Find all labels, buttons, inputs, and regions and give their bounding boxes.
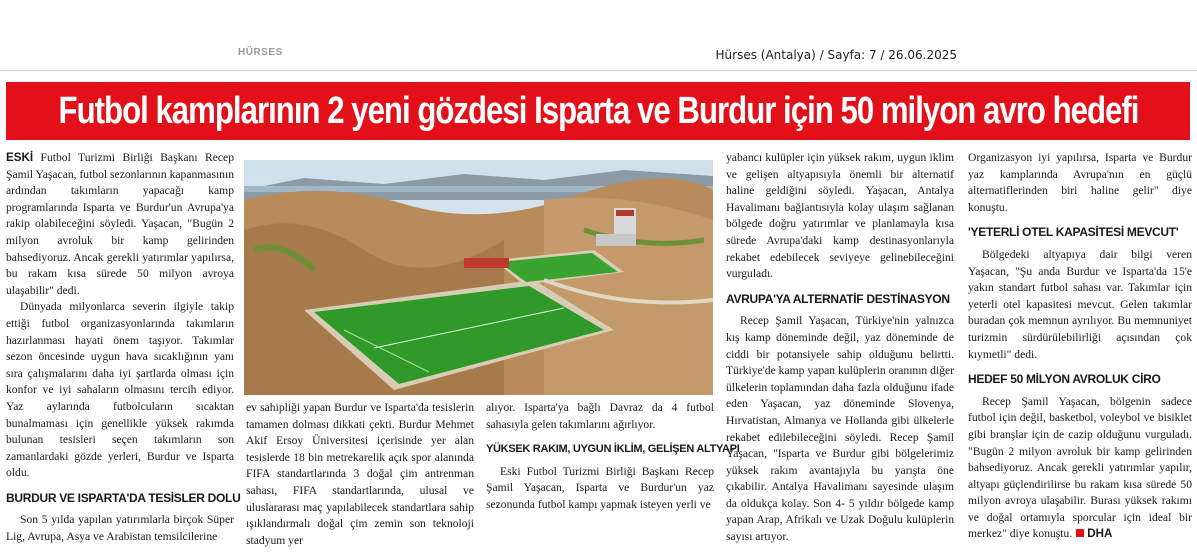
- paragraph-text: Futbol Turizmi Birliği Başkanı Recep Şamil Yaşacan, futbol sezonlarının kapanmasının ardından takımların yapacağı kamp programlarında Isparta ve Burdur'un Avrupa'ya rakip olabileceğini söyledi. Yaşacan, "Bugün 2 milyon avroluk bir kamp gelirinden bahsediyoruz. Ancak gerekli yatırımlar yapılırsa, bu rakam kısa sürede 50 milyon avroya ulaşabilir" dedi.: [6, 151, 234, 297]
- paragraph: yabancı kulüpler için yüksek rakım, uygun iklim ve gelişen altyapısıyla önemli bir alternatif haline geldiğini söyledi. Yaşacan, Antalya Havalimanı bağlantısıyla kolay ulaşım sağlanan bölgede doğru yatırımlar ve planlamayla kısa sürede Avrupa'daki kamp destinasyonlarıyla rekabet edebilecek seviyeye gelinebileceğini vurguladı.: [726, 151, 954, 281]
- subheading: BURDUR VE ISPARTA'DA TESİSLER DOLU: [6, 490, 241, 505]
- paragraph: [6, 150, 234, 299]
- paragraph: Organizasyon iyi yapılırsa, Isparta ve Burdur yaz kamplarında Avrupa'nın en güçlü alternatiflerinden biri haline gelir" diye konuştu.: [968, 151, 1192, 214]
- masthead-logo: HÜRSES: [238, 47, 283, 58]
- subheading: HEDEF 50 MİLYON AVROLUK CİRO: [968, 372, 1161, 387]
- paragraph: Dünyada milyonlarca severin ilgiyle takip ettiği futbol organizasyonlarında takımların hazırlanması hayati önem taşıyor. Takımlar sezon öncesinde uygun hava sıcaklığının yanı sıra çalışmalarını daha iyi şartlarda olması için konfor ve iyi sahaların olmasını tercih ediyor. Yaz aylarında futbolcuların sıcaktan bunalmaması için genellikle yüksek rakımda bulunan tesisleri seçen takımların son zamanlardaki gözde yerleri, Burdur ve Isparta oldu.: [6, 300, 234, 480]
- divider: [0, 70, 1197, 71]
- paragraph: [968, 394, 1192, 543]
- article-column-2: [246, 400, 474, 549]
- paragraph: Recep Şamil Yaşacan, Türkiye'nin yalnızca kış kamp döneminde değil, yaz döneminde de ciddi bir potansiyele sahip olduğunu belirtti. Türkiye'de kamp yapan kulüplerin oranının diğer ülkelerin toplamından daha fazla olduğunu ifade eden Yaşacan, yaz döneminde Slovenya, Hırvatistan, Almanya ve Hollanda gibi ülkelerle rekabet edilebileceğini söyledi. Recep Şamil Yaşacan, "Isparta ve Burdur gibi bölgelerimiz yüksek rakım avantajıyla bu yarışta öne çıkabilir. Antalya Havalimanı sayesinde ulaşım da oldukça kolay. Son 4- 5 yıldır bölgede kamp yapan Arap, Afrikalı ve Uzak Doğulu kulüplerin sayısı artıyor.: [726, 314, 954, 544]
- paragraph: Eski Futbol Turizmi Birliği Başkanı Recep Şamil Yaşacan, Isparta ve Burdur'un yaz sezonunda futbol kampı yapmak isteyen yerli ve: [486, 464, 714, 511]
- article-column-5: [968, 150, 1192, 543]
- article-column-3: [486, 400, 740, 514]
- photo-illustration: [244, 160, 713, 395]
- paragraph-text: Recep Şamil Yaşacan, bölgenin sadece futbol için değil, basketbol, voleybol ve bisiklet gibi branşlar için de cazip olduğunu vurguladı. "Bugün 2 milyon avroluk bir kamp gelirinden bahsediyoruz. Ancak gerekli yatırımlar yapılır, altyapı güçlendirilirse bu rakam kısa sürede 50 milyon avroya ulaşabilir. Burası yüksek rakımı ve doğal ortamıyla sporcular için ideal bir merkez" diye konuştu.: [968, 394, 1192, 541]
- subheading: YÜKSEK RAKIM, UYGUN İKLİM, GELİŞEN ALTYAPI: [486, 443, 740, 456]
- subheading: 'YETERLİ OTEL KAPASİTESİ MEVCUT': [968, 225, 1179, 240]
- paragraph: Son 5 yılda yapılan yatırımlarla birçok Süper Lig, Avrupa, Asya ve Arabistan temsilcilerine: [6, 513, 234, 544]
- paragraph: alıyor. Isparta'ya bağlı Davraz da 4 futbol sahasıyla gelen takımlarını ağırlıyor.: [486, 401, 714, 431]
- subheading: AVRUPA'YA ALTERNATİF DESTİNASYON: [726, 291, 950, 306]
- agency-credit: DHA: [1087, 527, 1113, 541]
- paragraph: ev sahipliği yapan Burdur ve Isparta'da tesislerin tamamen dolması dikkati çekti. Burdur Mehmet Akif Ersoy Üniversitesi içerisinde yer alan tesislerde 18 bin metrekarelik açık spor alanında FIFA standartlarında 3 doğal çim antrenman sahası, FIFA standartlarında, ulusal ve uluslararası maç yapılabilecek standartlara sahip ışıklandırmalı doğal çim zemin son teknoloji stadyum yer: [246, 401, 474, 547]
- paragraph: Bölgedeki altyapıya dair bilgi veren Yaşacan, "Şu anda Burdur ve Isparta'da 15'e yakın standart futbol sahası var. Takımlar için yeterli otel kapasitesi mevcut. Gelen takımlar buradan çok memnun ayrılıyor. Bu memnuniyet turizmin sürdürülebilirliği açısından çok kıymetli" dedi.: [968, 247, 1192, 361]
- agency-square-icon: [1076, 529, 1084, 537]
- lead-word: ESKİ: [6, 151, 34, 164]
- article-column-1: [6, 150, 241, 546]
- page-source: Hürses (Antalya) / Sayfa: 7 / 26.06.2025: [715, 48, 957, 62]
- headline-banner: [6, 82, 1190, 140]
- article-column-4: [726, 150, 954, 546]
- headline-text: Futbol kamplarının 2 yeni gözdesi Isparta ve Burdur için 50 milyon avro hedefi: [58, 89, 1138, 132]
- stadium-aerial-photo: [244, 160, 713, 395]
